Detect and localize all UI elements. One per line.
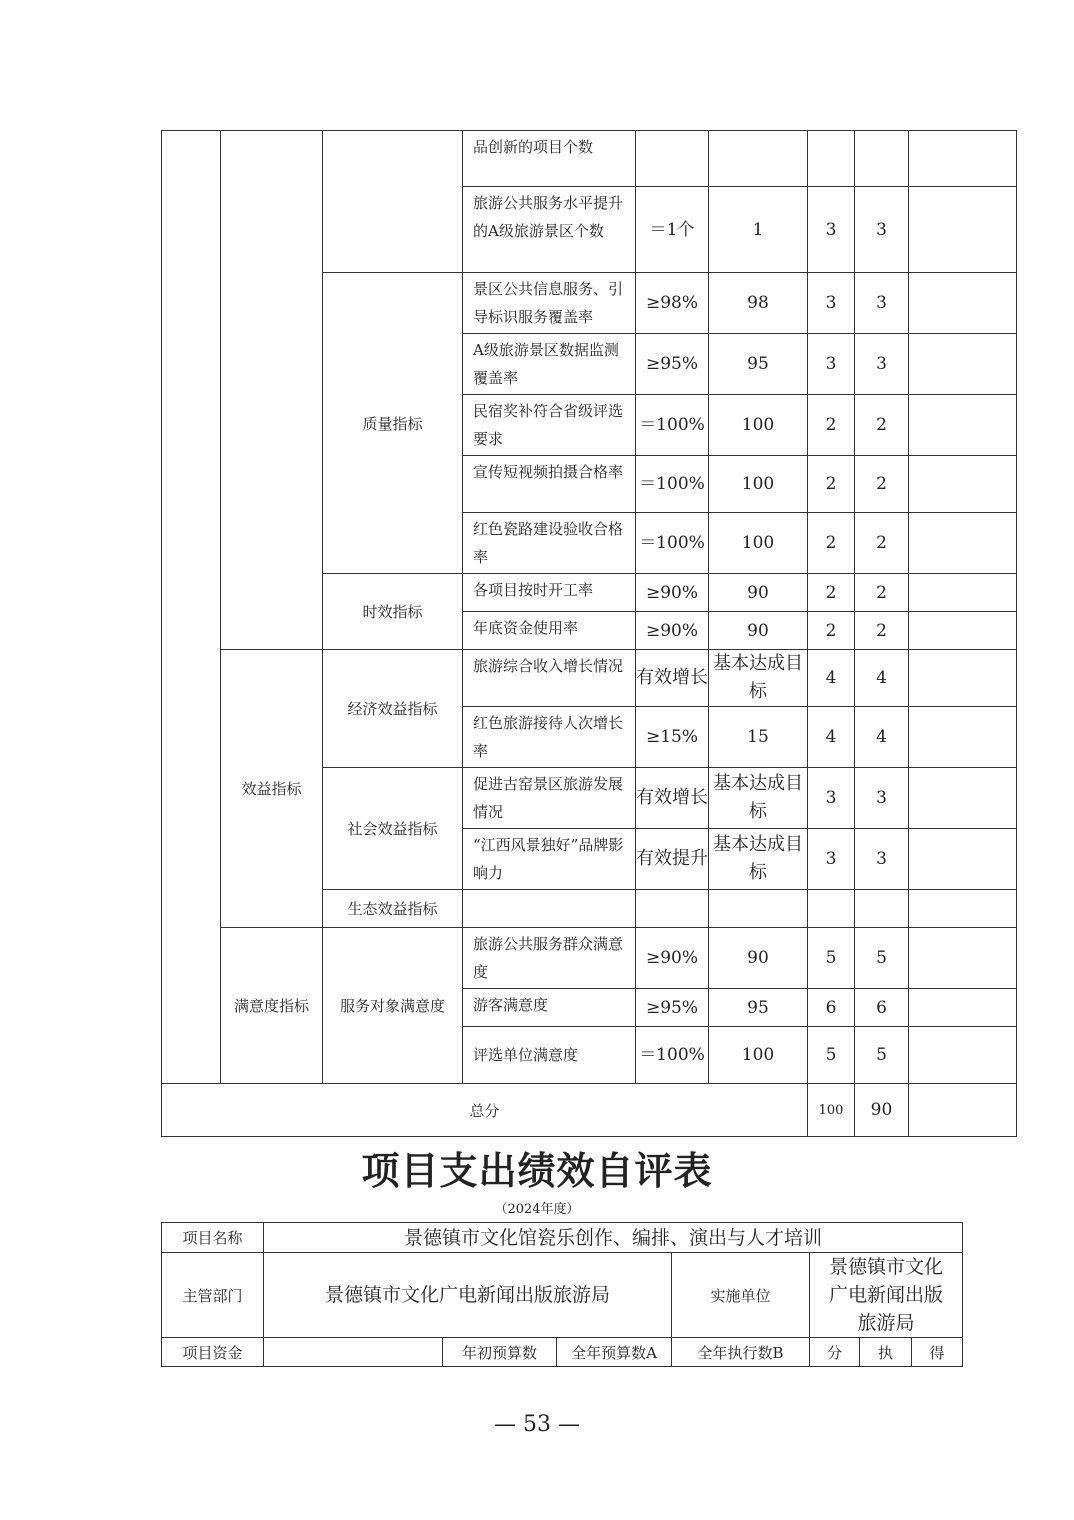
weight-cell: 2 (808, 395, 855, 456)
quality-indicator-label: 质量指标 (323, 273, 463, 574)
target-cell: ＝100% (636, 513, 709, 574)
weight-cell: 4 (808, 707, 855, 768)
note-cell (909, 456, 1017, 513)
target-cell: 有效提升 (636, 829, 709, 890)
score-cell: 5 (855, 1027, 909, 1084)
target-cell: ≥90% (636, 612, 709, 650)
ecological-benefit-label: 生态效益指标 (323, 890, 463, 928)
score-cell: 4 (855, 707, 909, 768)
dept-label: 主管部门 (162, 1253, 264, 1338)
col-de: 得 (912, 1338, 963, 1367)
impl-value: 景德镇市文化广电新闻出版旅游局 (810, 1253, 963, 1338)
indicator-cell: 品创新的项目个数 (463, 131, 636, 187)
col-annual-budget: 全年预算数A (557, 1338, 672, 1367)
note-cell (909, 273, 1017, 334)
funds-blank (264, 1338, 443, 1367)
actual-cell: 基本达成目标 (709, 650, 808, 707)
actual-cell (709, 890, 808, 928)
weight-cell (808, 890, 855, 928)
note-cell (909, 1027, 1017, 1084)
score-cell: 2 (855, 513, 909, 574)
indicator-cell: 旅游综合收入增长情况 (463, 650, 636, 707)
score-cell: 3 (855, 334, 909, 395)
target-cell (636, 131, 709, 187)
indicator-cell: “江西风景独好”品牌影响力 (463, 829, 636, 890)
note-cell (909, 187, 1017, 273)
level2-cell-output (221, 131, 323, 650)
target-cell: ≥90% (636, 928, 709, 989)
score-cell: 3 (855, 273, 909, 334)
note-cell (909, 829, 1017, 890)
actual-cell: 90 (709, 928, 808, 989)
satisfaction-indicator-label: 满意度指标 (221, 928, 323, 1084)
score-cell (855, 131, 909, 187)
weight-cell: 3 (808, 829, 855, 890)
actual-cell: 100 (709, 456, 808, 513)
indicator-cell: 宣传短视频拍摄合格率 (463, 456, 636, 513)
note-cell (909, 513, 1017, 574)
actual-cell: 100 (709, 395, 808, 456)
weight-cell: 5 (808, 928, 855, 989)
weight-cell: 3 (808, 768, 855, 829)
actual-cell: 1 (709, 187, 808, 273)
social-benefit-label: 社会效益指标 (323, 768, 463, 890)
actual-cell: 100 (709, 513, 808, 574)
impl-label: 实施单位 (672, 1253, 810, 1338)
col-initial-budget: 年初预算数 (443, 1338, 557, 1367)
score-cell: 3 (855, 187, 909, 273)
indicator-cell: A级旅游景区数据监测覆盖率 (463, 334, 636, 395)
dept-value: 景德镇市文化广电新闻出版旅游局 (264, 1253, 672, 1338)
score-cell (855, 890, 909, 928)
score-cell: 3 (855, 829, 909, 890)
col-fen: 分 (810, 1338, 860, 1367)
actual-cell: 95 (709, 334, 808, 395)
weight-cell: 2 (808, 456, 855, 513)
funds-label: 项目资金 (162, 1338, 264, 1367)
target-cell: ＝1个 (636, 187, 709, 273)
col-zhi: 执 (860, 1338, 912, 1367)
indicator-cell: 旅游公共服务水平提升的A级旅游景区个数 (463, 187, 636, 273)
score-cell: 4 (855, 650, 909, 707)
total-score: 90 (855, 1084, 909, 1137)
actual-cell: 90 (709, 574, 808, 612)
actual-cell: 95 (709, 989, 808, 1027)
target-cell: 有效增长 (636, 650, 709, 707)
page-number: — 53 — (494, 1412, 580, 1437)
indicator-cell: 红色瓷路建设验收合格率 (463, 513, 636, 574)
level1-cell (162, 131, 221, 1084)
note-cell (909, 707, 1017, 768)
note-cell (909, 928, 1017, 989)
score-cell: 2 (855, 574, 909, 612)
target-cell: ≥95% (636, 334, 709, 395)
weight-cell: 4 (808, 650, 855, 707)
economic-benefit-label: 经济效益指标 (323, 650, 463, 768)
weight-cell: 3 (808, 187, 855, 273)
target-cell: ＝100% (636, 395, 709, 456)
note-cell (909, 650, 1017, 707)
weight-cell: 3 (808, 334, 855, 395)
actual-cell: 98 (709, 273, 808, 334)
target-cell: ≥95% (636, 989, 709, 1027)
target-cell: ＝100% (636, 456, 709, 513)
weight-cell: 6 (808, 989, 855, 1027)
weight-cell: 2 (808, 612, 855, 650)
score-cell: 3 (855, 768, 909, 829)
score-cell: 2 (855, 395, 909, 456)
target-cell: ＝100% (636, 1027, 709, 1084)
indicator-cell: 旅游公共服务群众满意度 (463, 928, 636, 989)
form-title: 项目支出绩效自评表 (361, 1148, 713, 1193)
target-cell: 有效增长 (636, 768, 709, 829)
actual-cell: 100 (709, 1027, 808, 1084)
service-target-satisfaction-label: 服务对象满意度 (323, 928, 463, 1084)
actual-cell: 基本达成目标 (709, 768, 808, 829)
indicator-cell: 各项目按时开工率 (463, 574, 636, 612)
indicator-cell: 年底资金使用率 (463, 612, 636, 650)
indicator-cell: 评选单位满意度 (463, 1027, 636, 1084)
score-cell: 6 (855, 989, 909, 1027)
note-cell (909, 334, 1017, 395)
indicator-cell: 游客满意度 (463, 989, 636, 1027)
score-cell: 5 (855, 928, 909, 989)
weight-cell: 3 (808, 273, 855, 334)
actual-cell: 90 (709, 612, 808, 650)
target-cell: ≥90% (636, 574, 709, 612)
target-cell: ≥15% (636, 707, 709, 768)
note-cell (909, 890, 1017, 928)
actual-cell (709, 131, 808, 187)
weight-cell: 5 (808, 1027, 855, 1084)
indicator-cell: 促进古窑景区旅游发展情况 (463, 768, 636, 829)
note-cell (909, 574, 1017, 612)
note-cell (909, 768, 1017, 829)
score-cell: 2 (855, 456, 909, 513)
weight-cell (808, 131, 855, 187)
benefit-indicator-label: 效益指标 (221, 650, 323, 928)
indicator-cell: 民宿奖补符合省级评选要求 (463, 395, 636, 456)
total-note (909, 1084, 1017, 1137)
indicator-cell: 景区公共信息服务、引导标识服务覆盖率 (463, 273, 636, 334)
actual-cell: 15 (709, 707, 808, 768)
note-cell (909, 395, 1017, 456)
project-name-label: 项目名称 (162, 1223, 264, 1253)
project-info-table (161, 1222, 963, 1367)
weight-cell: 2 (808, 574, 855, 612)
target-cell (636, 890, 709, 928)
col-annual-exec: 全年执行数B (672, 1338, 810, 1367)
score-cell: 2 (855, 612, 909, 650)
note-cell (909, 989, 1017, 1027)
timeliness-indicator-label: 时效指标 (323, 574, 463, 650)
note-cell (909, 612, 1017, 650)
total-label: 总分 (162, 1084, 808, 1137)
project-name-value: 景德镇市文化馆瓷乐创作、编排、演出与人才培训 (264, 1223, 963, 1253)
target-cell: ≥98% (636, 273, 709, 334)
indicator-cell (463, 890, 636, 928)
note-cell (909, 131, 1017, 187)
total-weight: 100 (808, 1084, 855, 1137)
actual-cell: 基本达成目标 (709, 829, 808, 890)
performance-indicator-table (161, 130, 1017, 1137)
form-year: （2024年度） (494, 1202, 580, 1217)
weight-cell: 2 (808, 513, 855, 574)
level3-cell-quantity (323, 131, 463, 273)
indicator-cell: 红色旅游接待人次增长率 (463, 707, 636, 768)
